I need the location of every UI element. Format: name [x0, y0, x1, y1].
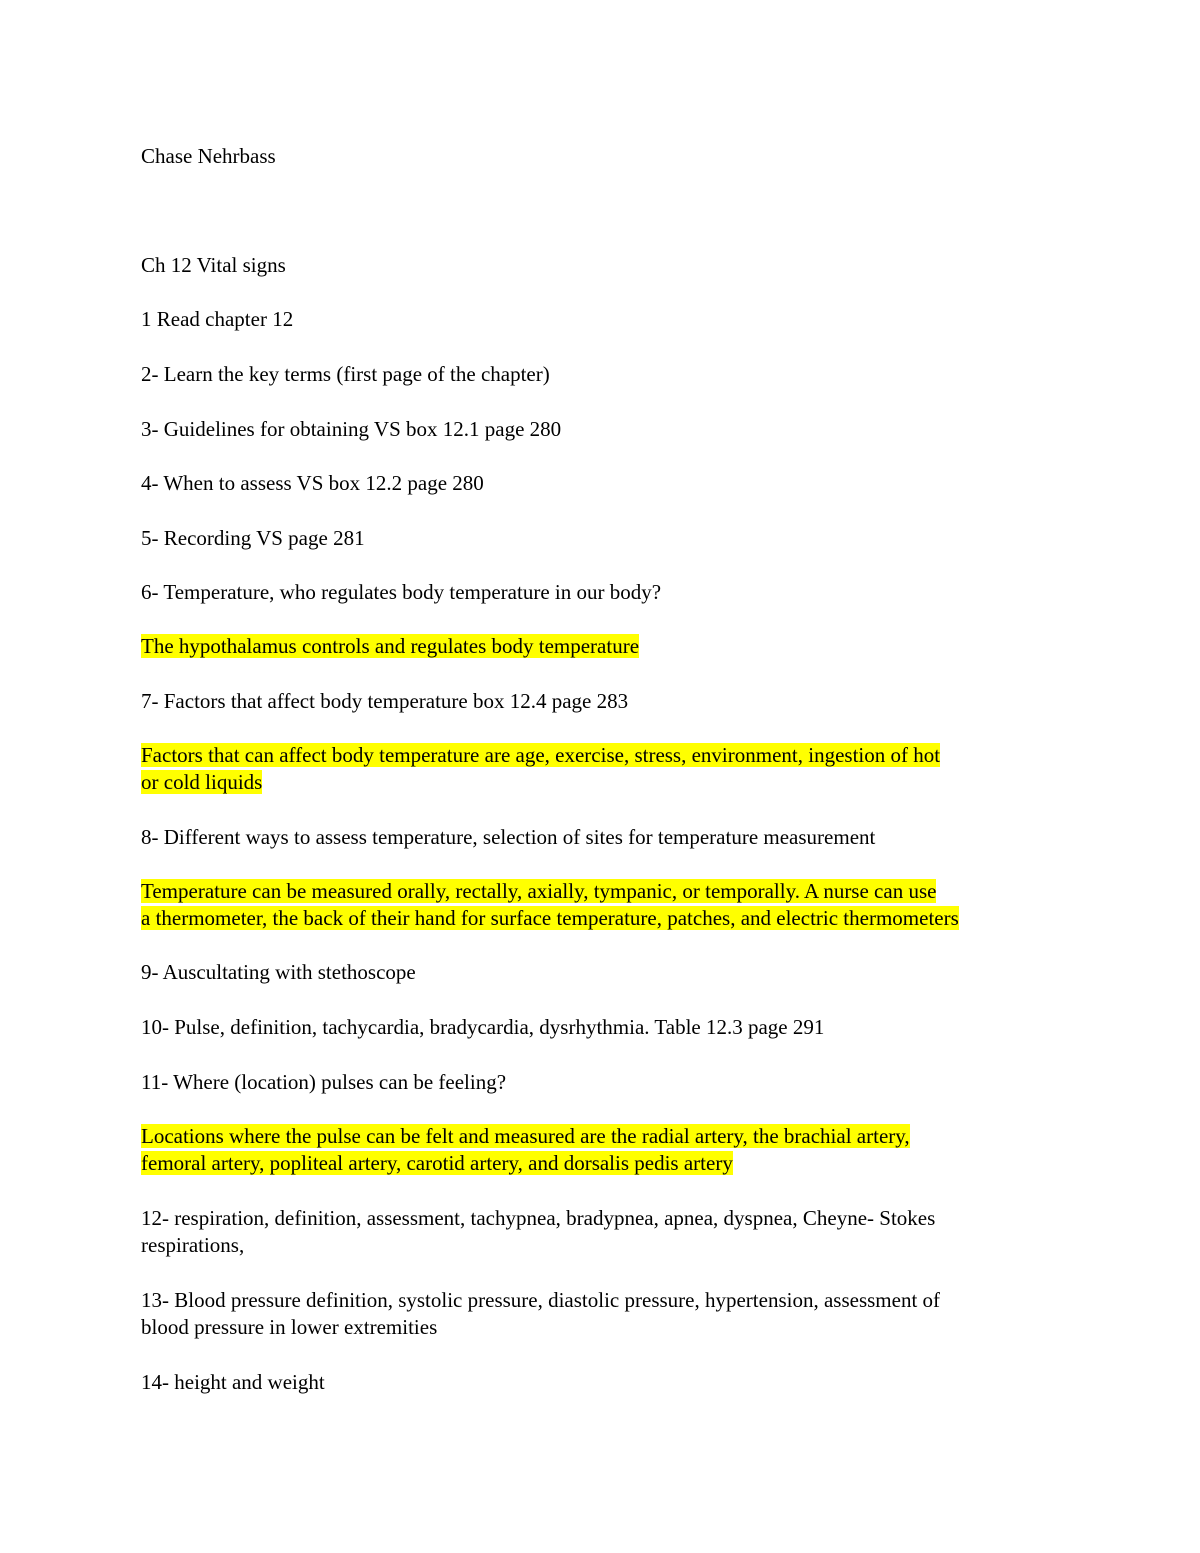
answer-11-text-2: femoral artery, popliteal artery, carotid artery, and dorsalis pedis artery: [141, 1151, 733, 1175]
item-13-line-2: blood pressure in lower extremities: [141, 1315, 438, 1339]
item-14: 14- height and weight: [141, 1370, 325, 1394]
item-11: 11- Where (location) pulses can be feeling?: [141, 1070, 507, 1094]
answer-6: [141, 633, 1071, 660]
answer-8-text-2: a thermometer, the back of their hand for surface temperature, patches, and electric thermometers: [141, 906, 959, 930]
chapter-heading: Ch 12 Vital signs: [141, 253, 286, 277]
answer-11-text-1: Locations where the pulse can be felt and measured are the radial artery, the brachial artery,: [141, 1124, 910, 1148]
answer-8-text-1: Temperature can be measured orally, rectally, axially, tympanic, or temporally. A nurse can use: [141, 879, 937, 903]
item-8: 8- Different ways to assess temperature, selection of sites for temperature measurement: [141, 825, 876, 849]
answer-7-text-1: Factors that can affect body temperature are age, exercise, stress, environment, ingestion of hot: [141, 743, 941, 767]
item-13-line-1: 13- Blood pressure definition, systolic pressure, diastolic pressure, hypertension, assessment of: [141, 1288, 941, 1312]
item-4: 4- When to assess VS box 12.2 page 280: [141, 471, 484, 495]
item-3: 3- Guidelines for obtaining VS box 12.1 page 280: [141, 417, 562, 441]
item-12-line-2: respirations,: [141, 1233, 245, 1257]
item-10: 10- Pulse, definition, tachycardia, bradycardia, dysrhythmia. Table 12.3 page 291: [141, 1015, 825, 1039]
item-7: 7- Factors that affect body temperature box 12.4 page 283: [141, 689, 629, 713]
item-9: 9- Auscultating with stethoscope: [141, 960, 416, 984]
item-1: 1 Read chapter 12: [141, 307, 294, 331]
item-5: 5- Recording VS page 281: [141, 526, 365, 550]
author-name: Chase Nehrbass: [141, 144, 276, 168]
answer-8-line-2: [141, 905, 1071, 932]
item-2: 2- Learn the key terms (first page of the chapter): [141, 362, 550, 386]
answer-8-line-1: [141, 878, 1071, 905]
answer-6-text: The hypothalamus controls and regulates body temperature: [141, 634, 640, 658]
answer-11-line-2: [141, 1150, 1071, 1177]
answer-7-line-1: [141, 742, 1071, 769]
item-12-line-1: 12- respiration, definition, assessment, tachypnea, bradypnea, apnea, dyspnea, Cheyne- Stokes: [141, 1206, 936, 1230]
item-6: 6- Temperature, who regulates body temperature in our body?: [141, 580, 662, 604]
answer-11-line-1: [141, 1123, 1071, 1150]
answer-7-line-2: [141, 769, 1071, 796]
answer-7-text-2: or cold liquids: [141, 770, 263, 794]
